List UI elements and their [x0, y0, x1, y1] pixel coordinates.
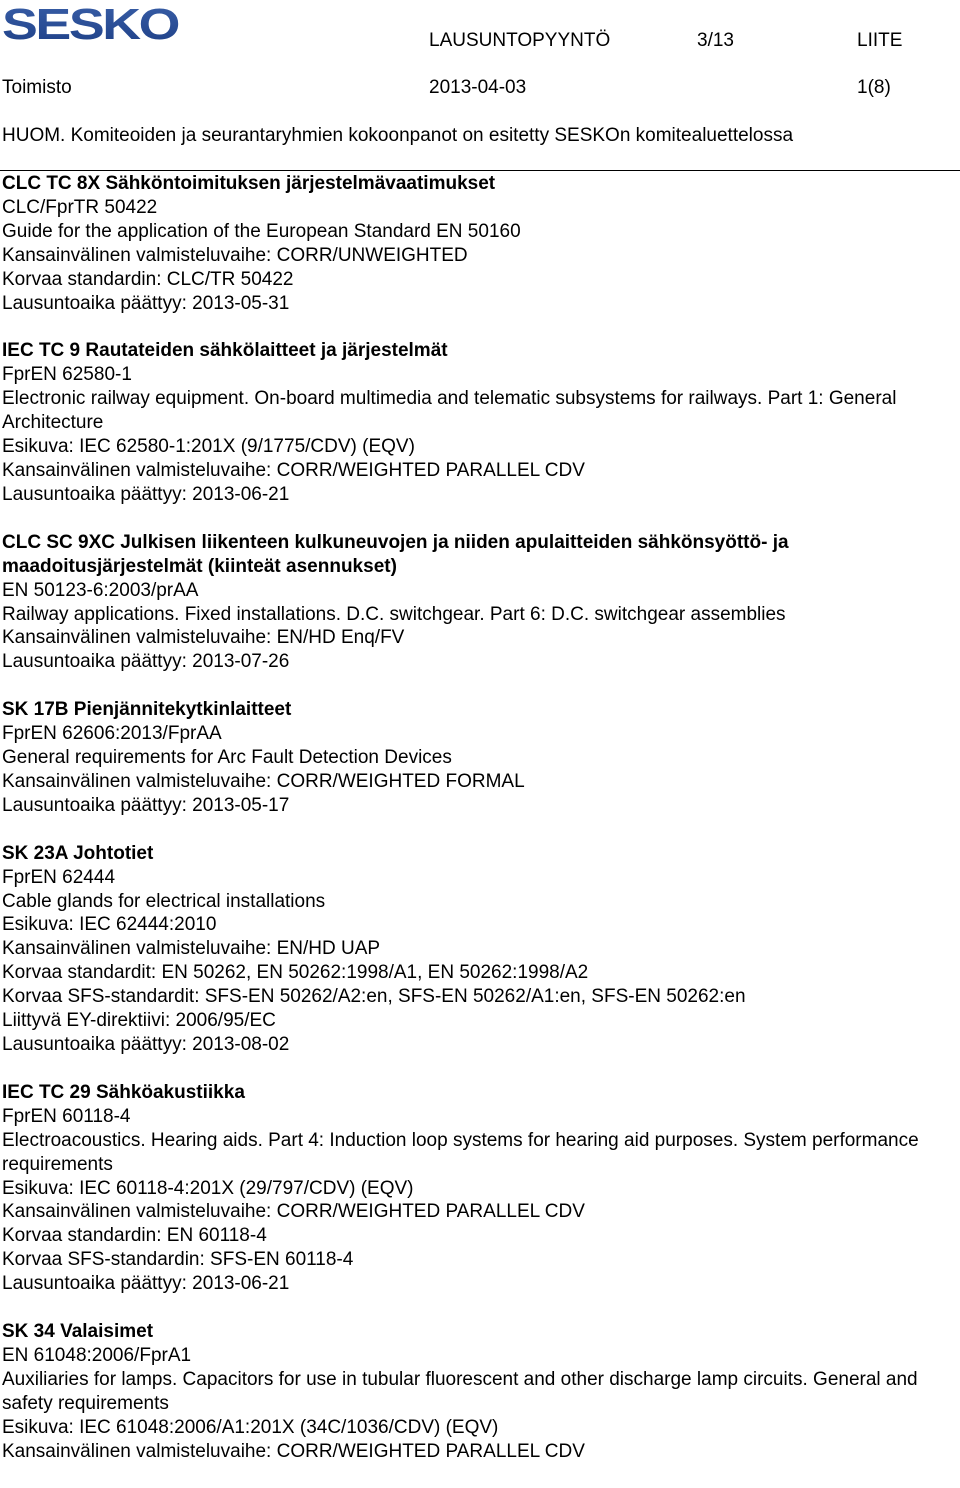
section-line: Korvaa SFS-standardit: SFS-EN 50262/A2:en, SFS-EN 50262/A1:en, SFS-EN 50262:en [2, 986, 746, 1008]
section-iec-tc-9 [2, 339, 960, 506]
section-line: Kansainvälinen valmisteluvaihe: CORR/WEIGHTED PARALLEL CDV [2, 459, 585, 481]
section-line: Lausuntoaika päättyy: 2013-06-21 [2, 483, 290, 505]
section-line: Esikuva: IEC 62580-1:201X (9/1775/CDV) (EQV) [2, 436, 415, 458]
section-heading: CLC SC 9XC Julkisen liikenteen kulkuneuvojen ja niiden apulaitteiden sähkönsyöttö- ja maadoitusjärjestelmät (kiinteät asennukset) [2, 531, 794, 577]
section-line: Auxiliaries for lamps. Capacitors for use in tubular fluorescent and other discharge lamp circuits. General and safety requirements [2, 1368, 923, 1414]
section-line: Lausuntoaika päättyy: 2013-08-02 [2, 1034, 290, 1055]
section-line: EN 50123-6:2003/prAA [2, 579, 199, 601]
section-line: Kansainvälinen valmisteluvaihe: CORR/WEIGHTED FORMAL [2, 770, 525, 792]
document-body [2, 172, 960, 1488]
section-line: Guide for the application of the European Standard EN 50160 [2, 220, 521, 242]
section-line: EN 61048:2006/FprA1 [2, 1344, 192, 1366]
section-line: Lausuntoaika päättyy: 2013-07-26 [2, 651, 290, 673]
section-clc-tc-8x [2, 172, 960, 315]
section-line: FprEN 60118-4 [2, 1105, 131, 1127]
office-label: Toimisto [2, 77, 72, 98]
section-line: Lausuntoaika päättyy: 2013-05-31 [2, 292, 290, 314]
section-line: Korvaa standardit: EN 50262, EN 50262:1998/A1, EN 50262:1998/A2 [2, 962, 589, 984]
logo-wordmark: SESKO [2, 2, 179, 46]
page-number: 1(8) [857, 77, 891, 98]
document-number: 3/13 [697, 30, 734, 51]
section-line: Electroacoustics. Hearing aids. Part 4: Induction loop systems for hearing aid purposes. System performance requirements [2, 1129, 924, 1175]
section-line: Lausuntoaika päättyy: 2013-06-21 [2, 1273, 290, 1295]
section-line: Railway applications. Fixed installations. D.C. switchgear. Part 6: D.C. switchgear assemblies [2, 603, 786, 625]
section-line: FprEN 62580-1 [2, 364, 132, 386]
section-sk-23a [2, 842, 960, 1057]
section-line: Kansainvälinen valmisteluvaihe: CORR/WEIGHTED PARALLEL CDV [2, 1201, 585, 1223]
sesko-logo [2, 2, 180, 46]
header-divider [0, 170, 960, 171]
section-line: Kansainvälinen valmisteluvaihe: EN/HD UAP [2, 938, 381, 960]
document-type: LAUSUNTOPYYNTÖ [429, 30, 611, 51]
section-sk-17b [2, 698, 960, 818]
section-line: FprEN 62606:2013/FprAA [2, 723, 222, 745]
section-line: Lausuntoaika päättyy: 2013-05-17 [2, 794, 290, 816]
section-line: Esikuva: IEC 62444:2010 [2, 914, 217, 936]
section-line: Esikuva: IEC 61048:2006/A1:201X (34C/1036/CDV) (EQV) [2, 1416, 499, 1438]
section-heading: SK 23A Johtotiet [2, 842, 154, 864]
section-line: General requirements for Arc Fault Detection Devices [2, 747, 452, 769]
section-line: FprEN 62444 [2, 866, 116, 888]
section-line: Korvaa standardin: CLC/TR 50422 [2, 268, 294, 290]
section-iec-tc-29 [2, 1081, 960, 1296]
section-line: Korvaa SFS-standardin: SFS-EN 60118-4 [2, 1249, 354, 1271]
section-line: Esikuva: IEC 60118-4:201X (29/797/CDV) (EQV) [2, 1177, 414, 1199]
section-line: Kansainvälinen valmisteluvaihe: CORR/UNWEIGHTED [2, 244, 468, 266]
section-line: CLC/FprTR 50422 [2, 196, 158, 218]
section-line: Kansainvälinen valmisteluvaihe: CORR/WEIGHTED PARALLEL CDV [2, 1440, 585, 1462]
section-line: Kansainvälinen valmisteluvaihe: EN/HD Enq/FV [2, 627, 405, 649]
section-line: Korvaa standardin: EN 60118-4 [2, 1225, 267, 1247]
section-heading: SK 17B Pienjännitekytkinlaitteet [2, 699, 292, 721]
document-date: 2013-04-03 [429, 77, 527, 98]
section-heading: IEC TC 9 Rautateiden sähkölaitteet ja järjestelmät [2, 340, 448, 362]
section-heading: IEC TC 29 Sähköakustiikka [2, 1081, 245, 1103]
section-sk-34 [2, 1320, 960, 1463]
section-line: Liittyvä EY-direktiivi: 2006/95/EC [2, 1010, 276, 1032]
committee-note: HUOM. Komiteoiden ja seurantaryhmien kokoonpanot on esitetty SESKOn komitealuettelossa [2, 125, 794, 146]
section-clc-sc-9xc [2, 531, 960, 674]
section-line: Electronic railway equipment. On-board multimedia and telematic subsystems for railways. Part 1: General Architecture [2, 388, 901, 434]
section-heading: SK 34 Valaisimet [2, 1321, 154, 1343]
section-line: Cable glands for electrical installations [2, 890, 326, 912]
attachment-label: LIITE [857, 30, 903, 51]
section-heading: CLC TC 8X Sähköntoimituksen järjestelmävaatimukset [2, 173, 496, 194]
